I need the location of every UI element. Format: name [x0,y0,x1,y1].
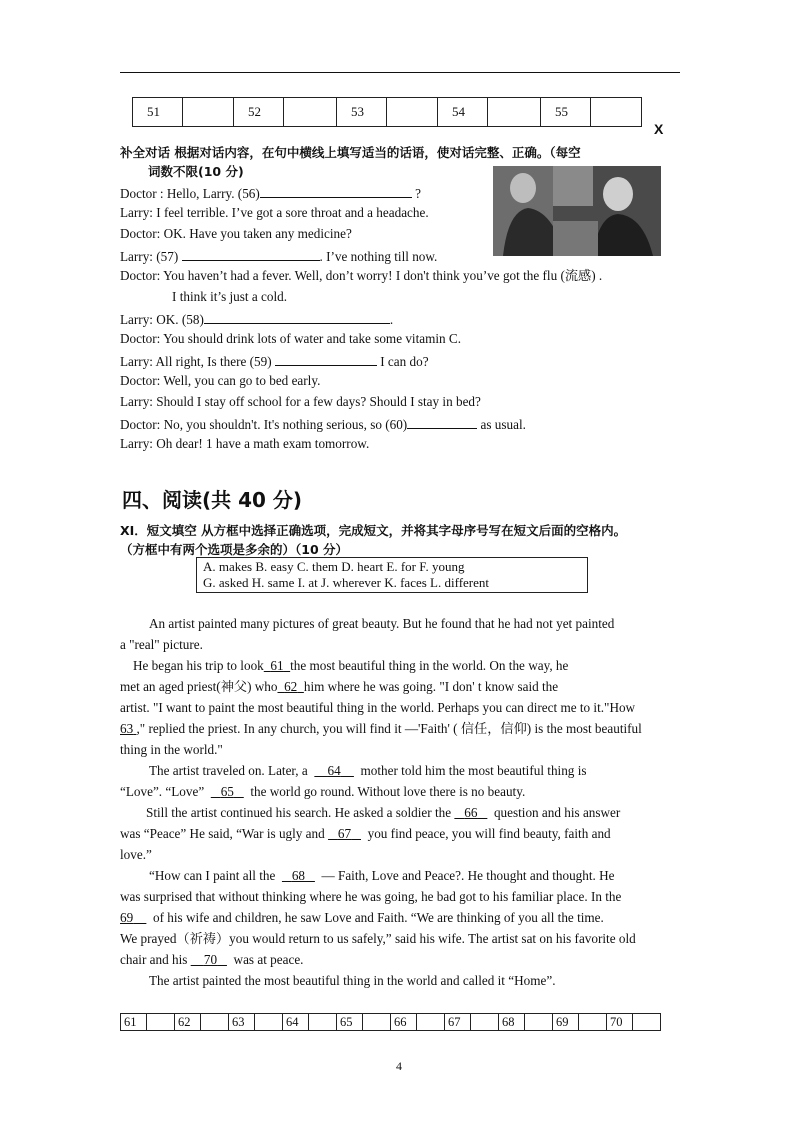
passage-line: was “Peace” He said, “War is ugly and 67 you find peace, you will find beauty, faith and [120,826,611,841]
blank-64[interactable]: 64 [327,763,341,778]
cloze-instruction-cont: （方框中有两个选项是多余的）（10 分） [120,542,348,557]
answer-cell[interactable] [579,1014,607,1031]
blank-67[interactable]: 67 [337,826,352,841]
blank-62[interactable]: 62 [284,679,298,694]
blank-59[interactable] [275,352,377,366]
passage-line: “Love”. “Love” 65 the world go round. Without love there is no beauty. [120,784,526,799]
page-number: 4 [396,1059,402,1073]
answer-cell-label: 69 [553,1014,579,1031]
options-row: A. makes B. easy C. them D. heart E. for F. young [203,559,465,574]
dialogue-line: I think it’s just a cold. [172,289,288,304]
blank-61[interactable]: 61 [270,658,284,673]
answer-cell[interactable] [147,1014,175,1031]
answer-cell[interactable] [284,98,337,127]
passage-line: artist. "I want to paint the most beautiful thing in the world. Perhaps you can direct me to it."How [120,700,636,715]
passage-line: He began his trip to look 61 the most beautiful thing in the world. On the way, he [133,658,569,673]
answer-cell[interactable] [417,1014,445,1031]
answer-cell-label: 55 [541,98,591,127]
doctor-patient-photo [493,166,661,256]
dialogue-instruction: 补全对话 根据对话内容，在句中横线上填写适当的话语，使对话完整、正确。（每空 [120,145,581,160]
dialogue-line-59: Larry: All right, Is there (59) I can do? [120,354,429,369]
answer-cell-label: 54 [438,98,488,127]
blank-66[interactable]: 66 [464,805,478,820]
passage-line: thing in the world." [120,742,223,757]
passage-line: 69 of his wife and children, he saw Love and Faith. “We are thinking of you all the time. [120,910,604,925]
answer-cell-label: 64 [283,1014,309,1031]
blank-65[interactable]: 65 [220,784,234,799]
passage-line: “How can I paint all the 68 — Faith, Love and Peace?. He thought and thought. He [149,868,615,883]
answer-cell-label: 61 [121,1014,147,1031]
dialogue-instruction-cont: 词数不限(10 分) [148,164,244,179]
blank-56[interactable] [260,184,412,198]
answer-cell-label: 53 [337,98,387,127]
answer-cell-label: 65 [337,1014,363,1031]
passage-line: An artist painted many pictures of great beauty. But he found that he had not yet painted [149,616,615,631]
answer-cell[interactable] [525,1014,553,1031]
blank-57[interactable] [182,247,320,261]
options-box [196,557,588,593]
answer-cell-label: 70 [607,1014,633,1031]
dialogue-line: Larry: Oh dear! 1 have a math exam tomorrow. [120,436,370,451]
passage-line: love.” [120,847,152,862]
answer-cell[interactable] [591,98,642,127]
passage-line: Still the artist continued his search. He asked a soldier the 66 question and his answer [146,805,621,820]
dialogue-line-57: Larry: (57) . I’ve nothing till now. [120,249,438,264]
passage-line: met an aged priest(神父) who 62 him where he was going. "I don' t know said the [120,679,559,694]
x-mark: X [654,121,664,137]
answer-cell-label: 67 [445,1014,471,1031]
answer-cell[interactable] [471,1014,499,1031]
passage-line: was surprised that without thinking where he was going, he bad got to his familiar place. In the [120,889,622,904]
passage-line: a "real" picture. [120,637,203,652]
answer-cell[interactable] [488,98,541,127]
answer-cell[interactable] [387,98,438,127]
dialogue-line: Doctor: OK. Have you taken any medicine? [120,226,352,241]
dialogue-line: Doctor: You haven’t had a fever. Well, don’t worry! I don't think you’ve got the flu (流感) . [120,268,603,283]
answer-cell[interactable] [183,98,234,127]
answer-cell[interactable] [633,1014,661,1031]
answer-table-61-70 [120,1013,661,1031]
blank-70[interactable]: 70 [203,952,218,967]
answer-cell[interactable] [255,1014,283,1031]
dialogue-line-56: Doctor : Hello, Larry. (56) ? [120,186,421,201]
header-rule [120,72,680,73]
blank-68[interactable]: 68 [291,868,306,883]
dialogue-line: Doctor: Well, you can go to bed early. [120,373,321,388]
answer-cell[interactable] [201,1014,229,1031]
passage-line: 63 ," replied the priest. In any church, you will find it —'Faith' ( 信任，信仰) is the most beautiful [120,721,642,736]
blank-69[interactable]: 69 [120,910,134,925]
answer-cell[interactable] [363,1014,391,1031]
blank-58[interactable] [204,310,390,324]
dialogue-line-58: Larry: OK. (58) . [120,312,394,327]
dialogue-line: Larry: Should I stay off school for a few days? Should I stay in bed? [120,394,481,409]
dialogue-line-60: Doctor: No, you shouldn't. It's nothing serious, so (60) as usual. [120,417,526,432]
passage-line: The artist painted the most beautiful thing in the world and called it “Home”. [149,973,556,988]
answer-table-51-55 [132,97,642,127]
answer-cell-label: 52 [234,98,284,127]
options-row: G. asked H. same I. at J. wherever K. faces L. different [203,575,490,590]
answer-cell-label: 51 [133,98,183,127]
part-four-title: 四、阅读(共 40 分) [122,488,303,512]
dialogue-line: Larry: I feel terrible. I’ve got a sore throat and a headache. [120,205,429,220]
dialogue-line: Doctor: You should drink lots of water and take some vitamin C. [120,331,462,346]
answer-cell-label: 63 [229,1014,255,1031]
blank-60[interactable] [407,415,477,429]
passage-line: chair and his 70 was at peace. [120,952,304,967]
cloze-instruction: XI．短文填空 从方框中选择正确选项，完成短文，并将其字母序号写在短文后面的空格内。 [120,523,627,538]
answer-cell-label: 68 [499,1014,525,1031]
answer-cell-label: 66 [391,1014,417,1031]
blank-63[interactable]: 63 [120,721,134,736]
passage-line: The artist traveled on. Later, a 64 mother told him the most beautiful thing is [149,763,587,778]
passage-line: We prayed（祈祷）you would return to us safely,” said his wife. The artist sat on his favorite old [120,931,636,946]
answer-cell[interactable] [309,1014,337,1031]
answer-cell-label: 62 [175,1014,201,1031]
